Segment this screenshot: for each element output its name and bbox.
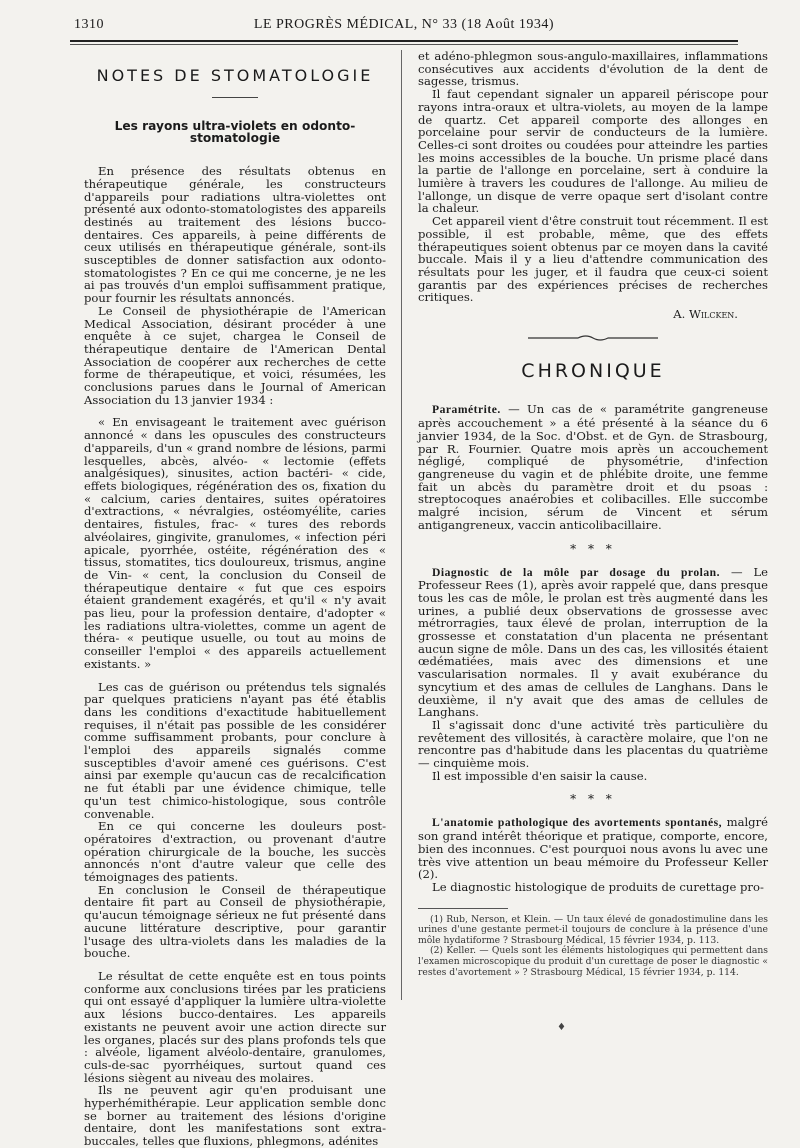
chronique-item-prolan: Diagnostic de la môle par dosage du prolan. — Le Professeur Rees (1), après avoir rappelé que, dans presque tous les cas de môle, le prolan est très augmenté dans les urines, a publié deux observations de grossesse avec métrorragies, taux élevé de prolan, interruption de la grossesse et constatation d'un placenta ne présentant aucun signe de môle. Dans un des cas, les villosités étaient œdématiées, mais avec des dimensions et une vascularisation normales. Il y avait exubérance du syncytium et des amas de cellules de Langhans. Dans le deuxième, il n'y avait que des amas de cellules de Langhans.: [418, 564, 769, 720]
running-head: [74, 17, 734, 35]
article-title: Les rayons ultra-violets en odonto-stomatologie: [114, 118, 356, 146]
paragraph: En conclusion le Conseil de thérapeutique dentaire fit part au Conseil de physiothérapie, qu'aucun témoignage sérieux ne fut présenté dans aucune littérature descriptive, pour garantir l'usage des ultra-violets dans les maladies de la bouche.: [84, 882, 386, 961]
paragraph: Les cas de guérison ou prétendus tels signalés par quelques praticiens n'ayant pas été établis dans les conditions d'exactitude habituellement requises, il n'était pas possible de les considérer comme suffisamment probants, pour conclure à l'emploi des appareils signalés comme susceptibles d'avoir amené ces guérisons. C'est ainsi par exemple qu'aucun cas de recalcification ne fut établi par une évidence chimique, telle qu'un test chimico-histologique, sous contrôle convenable.: [84, 679, 386, 821]
section-title-stomatologie: NOTES DE STOMATOLOGIE: [96, 66, 374, 85]
quote-paragraph: « En envisageant le traitement avec guérison annoncé « dans les opuscules des constructeurs d'appareils, d'un « grand nombre de lésions, parmi lesquelles, abcès, alvéo- « lectomie (effets analgésiques), sinusites, action bactéri- « cide, effets biologiques, régénération des os, fixation du « calcium, caries dentaires, suites opératoires d'extractions, « névralgies, ostéomyélite, caries dentaires, fistules, frac- « tures des rebords alvéolaires, gingivite, granulomes, « infection péri apicale, pyorrhée, ostéite, régénération des « tissus, stomatites, tics douloureux, trismus, angine de Vin- « cent, la conclusion du Conseil de thérapeutique dentaire « fut que ces espoirs étaient grandement exagérés, et qu'il « n'y avait pas lieu, pour la profession dentaire, d'adopter « les radiations ultra-violettes, comme un agent de théra- « peutique usuelle, ou tout au moins de conseiller l'emploi « des appareils actuellement existants. »: [84, 415, 386, 671]
paragraph: Cet appareil vient d'être construit tout récemment. Il est possible, il est probable, même, que des effets thérapeutiques soient obtenus par ce moyen dans la cavité buccale. Mais il y a lieu d'attendre communication des résultats pour les juger, et il faudra que ceux-ci soient garantis par des expériences précises de recherches critiques.: [418, 214, 768, 305]
author-signature: A. Wilcken.: [673, 307, 738, 322]
footnote: (1) Rub, Nerson, et Klein. — Un taux élevé de gonadostimuline dans les urines d'une gestante permet-il toujours de conclure à la présence d'une môle hydatiforme ? Strasbourg Médical, 15 février 1934, p. 113.: [418, 913, 768, 946]
header-rule: [70, 40, 738, 42]
paragraph: Le résultat de cette enquête est en tous points conforme aux conclusions tirées par les praticiens qui ont essayé d'appliquer la lumière ultra-violette aux lésions bucco-dentaires. Les appareils existants ne peuvent avoir une action directe sur les organes, placés sur des plans profonds tels que : alvéole, ligament alvéolo-dentaire, granulomes, culs-de-sac pyorrhéiques, surtout quand ces lésions siègent au niveau des molaires.: [84, 969, 386, 1085]
section-title-chronique: CHRONIQUE: [521, 359, 665, 382]
asterism-ornament: * * *: [570, 541, 616, 556]
page-number: 1310: [74, 17, 104, 32]
paragraph: Le diagnostic histologique de produits de curettage pro-: [432, 879, 764, 894]
section-rule: [212, 97, 258, 98]
paragraph: Il s'agissait donc d'une activité très particulière du revêtement des villosités, à caractère molaire, que l'on ne rencontre pas d'habitude dans les placentas du quatrième — cinquième mois.: [418, 717, 768, 771]
paragraph: En présence des résultats obtenus en thérapeutique générale, les constructeurs d'appareils pour radiations ultra-violettes ont présenté aux odonto-stomatologistes des appareils destinés au traitement des lésions bucco-dentaires. Ces appareils, à peine différents de ceux utilisés en thérapeutique générale, sont-ils susceptibles de donner satisfaction aux odonto-stomatologistes ? En ce qui me concerne, je ne les ai pas trouvés d'un emploi suffisamment pratique, pour fournir les résultats annoncés.: [84, 164, 386, 306]
chronique-item-avortements: L'anatomie pathologique des avortements spontanés, malgré son grand intérêt théorique et pratique, comporte, encore, bien des inconnues. C'est pourquoi nous avons lu avec une très vive attention un beau mémoire du Professeur Keller (2).: [418, 815, 769, 882]
printer-mark: ♦: [557, 1022, 566, 1033]
run-in-title: Paramétrite.: [432, 403, 501, 417]
paragraph: Il est impossible d'en saisir la cause.: [432, 768, 648, 783]
chronique-item-parametrite: Paramétrite. — Un cas de « paramétrite gangreneuse après accouchement » a été présenté à la séance du 6 janvier 1934, de la Soc. d'Obst. et de Gyn. de Strasbourg, par R. Fournier. Quatre mois après un accouchement négligé, compliqué de physométrie, d'infection gangreneuse du vagin et de phlébite droite, une femme fait un abcès du paramètre droit et du psoas : streptocoques anaérobies et colibacilles. Elle succombe malgré incision, sérum de Vincent et sérum antigangreneux, vaccin anticolibacillaire.: [418, 402, 768, 532]
decorative-divider: [528, 333, 658, 343]
paragraph: En ce qui concerne les douleurs post-opératoires d'extraction, ou provenant d'autre opération chirurgicale de la bouche, les succès annoncés n'ont d'autre valeur que celle des témoignages des patients.: [84, 819, 386, 885]
right-column: [418, 50, 768, 978]
paragraph: Ils ne peuvent agir qu'en produisant une hyperhémithérapie. Leur application semble donc se borner au traitement des lésions d'origine dentaire, dont les manifestations sont extra-buccales, telles que fluxions, phlegmons, adénites: [84, 1083, 386, 1148]
asterism-ornament: * * *: [570, 792, 616, 807]
footnote-rule: [418, 908, 508, 909]
journal-title: LE PROGRÈS MÉDICAL, N° 33 (18 Août 1934): [253, 17, 555, 32]
footnote: (2) Keller. — Quels sont les éléments histologiques qui permettent dans l'examen microscopique du produit d'un curettage de poser le diagnostic « restes d'avortement » ? Strasbourg Médical, 15 février 1934, p. 114.: [418, 945, 768, 978]
header-rule-thin: [70, 44, 738, 45]
paragraph: Le Conseil de physiothérapie de l'American Medical Association, désirant procéder à une enquête à ce sujet, chargea le Conseil de thérapeutique dentaire de l'American Dental Association de coopérer aux recherches de cette forme de thérapeutique, et voici, résumées, les conclusions parues dans le Journal of American Association du 13 janvier 1934 :: [84, 303, 386, 407]
column-divider: [401, 50, 402, 1000]
paragraph: Il faut cependant signaler un appareil périscope pour rayons intra-oraux et ultra-violets, au moyen de la lampe de quartz. Cet appareil comporte des allonges en porcelaine pour servir de conducteurs de la lumière. Celles-ci sont droites ou coudées pour atteindre les parties les moins accessibles de la bouche. Un prisme placé dans la partie de l'allonge en porcelaine, sert à conduire la lumière à travers les coudures de l'allonge. Au milieu de l'allonge, un disque de verre opaque sert d'isolant contre la chaleur.: [418, 87, 768, 216]
paragraph: et adéno-phlegmon sous-angulo-maxillaires, inflammations consécutives aux accidents d'évolution de la dent de sagesse, trismus.: [418, 49, 768, 89]
run-in-title: Diagnostic de la môle par dosage du prolan.: [432, 565, 721, 579]
run-in-title: L'anatomie pathologique des avortements spontanés,: [432, 816, 723, 830]
left-column: [84, 50, 386, 1148]
